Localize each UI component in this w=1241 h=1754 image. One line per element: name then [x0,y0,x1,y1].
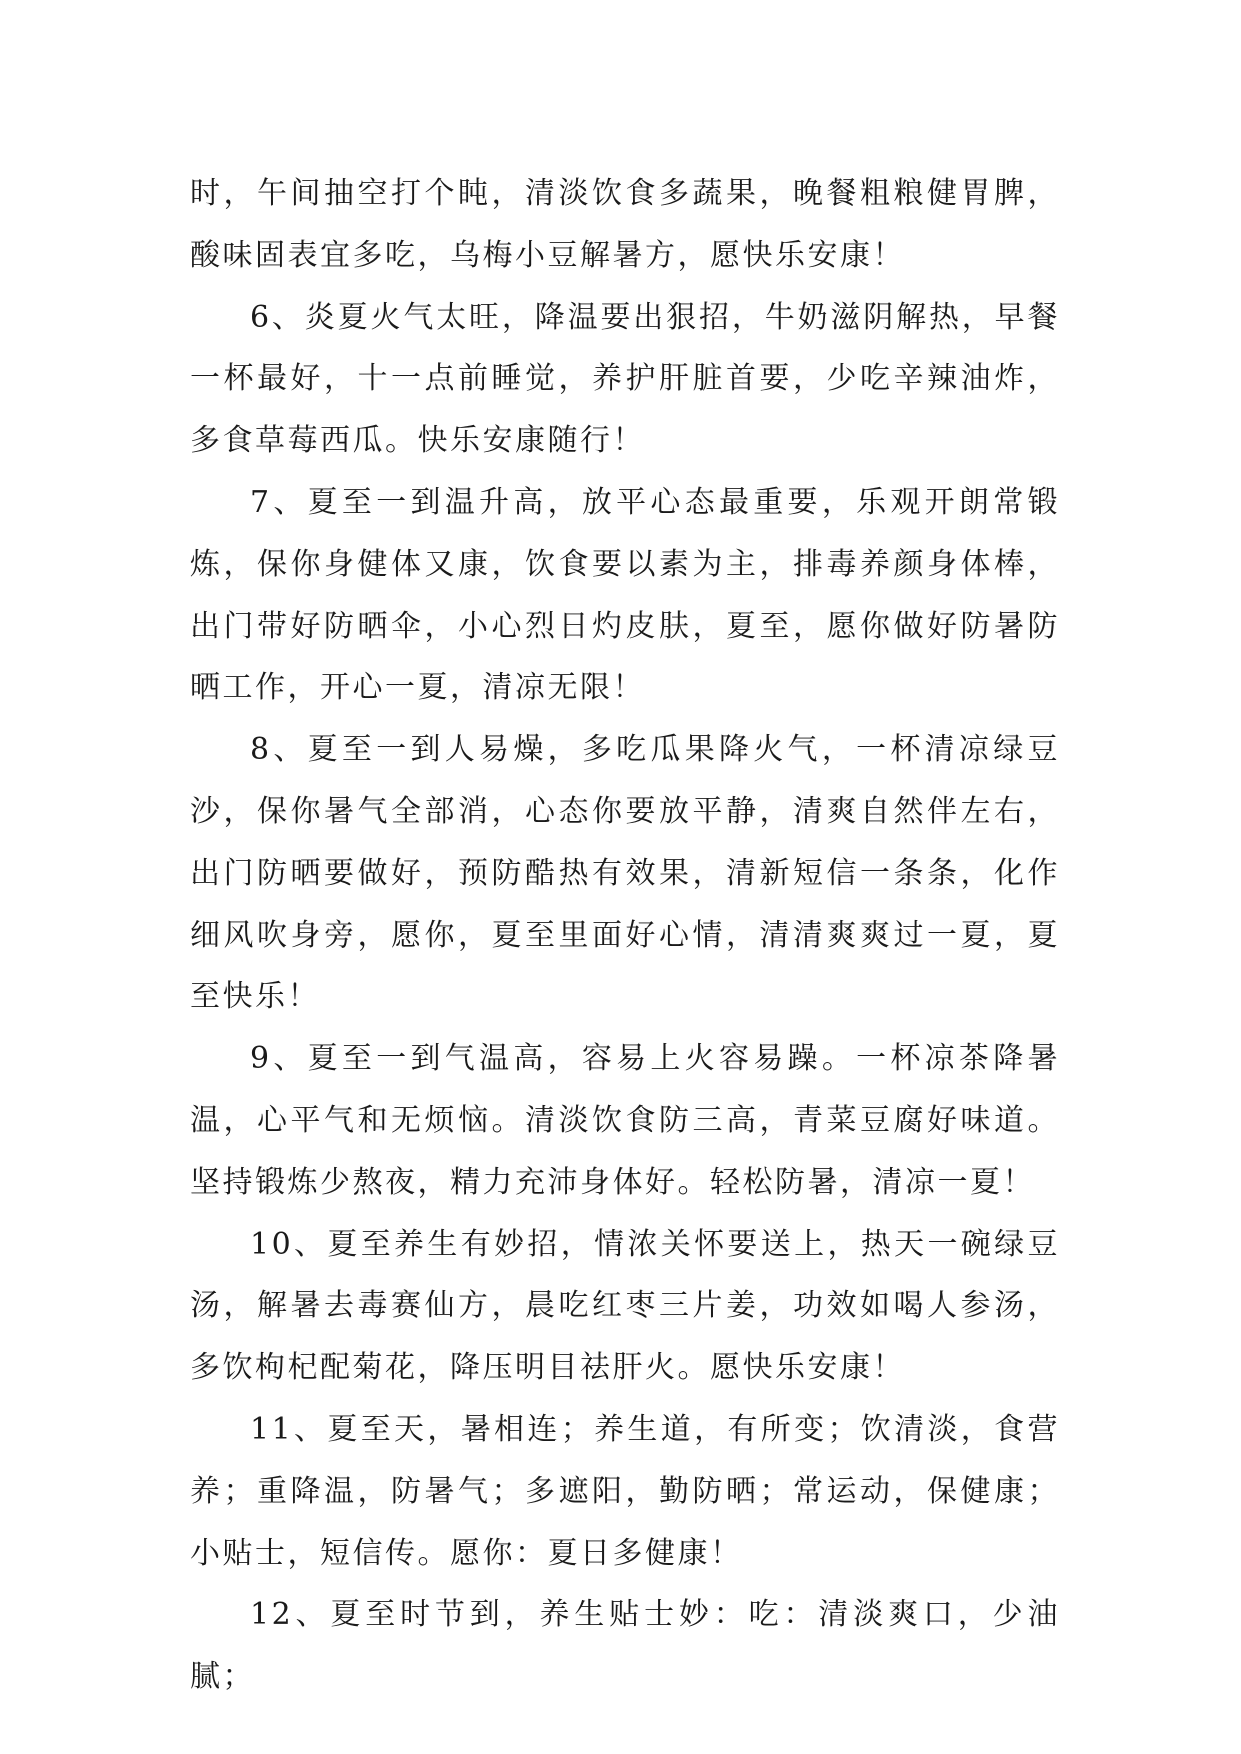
paragraph-continuation: 时，午间抽空打个盹，清淡饮食多蔬果，晚餐粗粮健胃脾，酸味固表宜多吃，乌梅小豆解暑方，愿快乐安康！ [190,176,1060,273]
paragraph-item-10: 10、夏至养生有妙招，情浓关怀要送上，热天一碗绿豆汤，解暑去毒赛仙方，晨吃红枣三片姜，功效如喝人参汤，多饮枸杞配菊花，降压明目祛肝火。愿快乐安康！ [190,1226,1060,1386]
document-body [190,163,1060,1708]
paragraph-item-8: 8、夏至一到人易燥，多吃瓜果降火气，一杯清凉绿豆沙，保你暑气全部消，心态你要放平静，清爽自然伴左右，出门防晒要做好，预防酷热有效果，清新短信一条条，化作细风吹身旁，愿你，夏至里面好心情，清清爽爽过一夏，夏至快乐！ [190,732,1060,1015]
paragraph-item-11: 11、夏至天，暑相连；养生道，有所变；饮清淡，食营养；重降温，防暑气；多遮阳，勤防晒；常运动，保健康；小贴士，短信传。愿你：夏日多健康！ [190,1411,1060,1571]
paragraph-item-12: 12、夏至时节到，养生贴士妙：吃：清淡爽口，少油腻； [190,1597,1060,1695]
paragraph-item-7: 7、夏至一到温升高，放平心态最重要，乐观开朗常锻炼，保你身健体又康，饮食要以素为主，排毒养颜身体棒，出门带好防晒伞，小心烈日灼皮肤，夏至，愿你做好防暑防晒工作，开心一夏，清凉无限！ [190,484,1060,706]
paragraph-item-6: 6、炎夏火气太旺，降温要出狠招，牛奶滋阴解热，早餐一杯最好，十一点前睡觉，养护肝脏首要，少吃辛辣油炸，多食草莓西瓜。快乐安康随行！ [190,299,1060,459]
paragraph-item-9: 9、夏至一到气温高，容易上火容易躁。一杯凉茶降暑温，心平气和无烦恼。清淡饮食防三高，青菜豆腐好味道。坚持锻炼少熬夜，精力充沛身体好。轻松防暑，清凉一夏！ [190,1041,1060,1200]
